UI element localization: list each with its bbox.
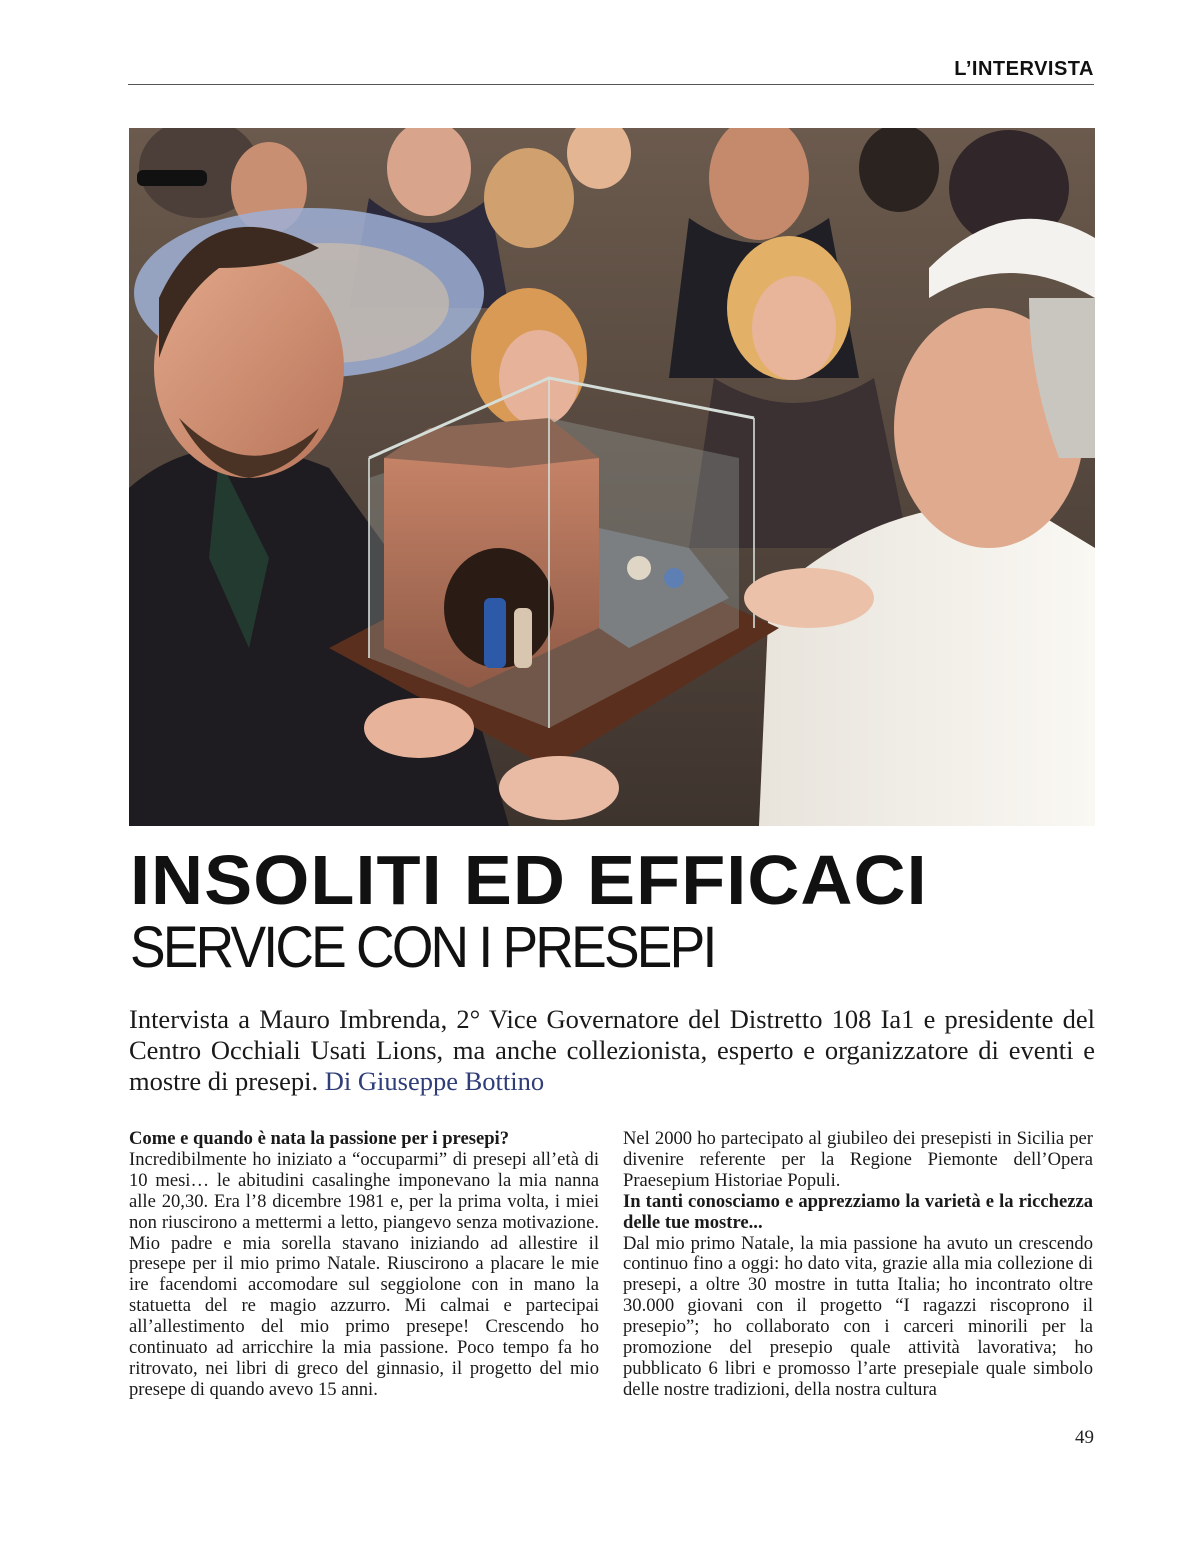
photo-illustration <box>129 128 1095 826</box>
header-divider <box>128 84 1094 85</box>
headline: INSOLITI ED EFFICACI <box>130 841 928 919</box>
text-column-right <box>623 1129 1093 1401</box>
question-1: Come e quando è nata la passione per i presepi? <box>129 1128 510 1149</box>
answer-1: Incredibilmente ho iniziato a “occuparmi” di presepi all’età di 10 mesi… le abitudini casalinghe imponevano la mia nanna alle 20,30. Era l’8 dicembre 1981 e, per la prima volta, i miei non riuscirono a mettermi a letto, piangevo senza motivazione. Mio padre e mia sorella stavano iniziando ad allestire il presepe per il mio primo Natale. Riuscirono a placare le mie ire facendomi accomodare sul seggiolone con in mano la statuetta del re magio azzurro. Mi calmai e partecipai all’allestimento del mio primo presepe! Crescendo ho continuato ad arricchire la mia passione. Poco tempo fa ho ritrovato, nei libri di greco del ginnasio, il progetto del mio presepe di quando avevo 15 anni. <box>129 1148 599 1400</box>
byline: Di Giuseppe Bottino <box>324 1066 545 1096</box>
article-intro <box>129 1004 1095 1097</box>
section-label: L’INTERVISTA <box>954 58 1094 80</box>
page-number: 49 <box>1075 1427 1094 1448</box>
hero-photo <box>129 128 1095 826</box>
intro-text: Intervista a Mauro Imbrenda, 2° Vice Governatore del Distretto 108 Ia1 e presidente del Centro Occhiali Usati Lions, ma anche collezionista, esperto e organizzatore di eventi e mostre di presepi. <box>129 1004 1095 1096</box>
text-column-left <box>129 1129 599 1401</box>
question-2: In tanti conosciamo e apprezziamo la varietà e la ricchezza delle tue mostre... <box>623 1190 1093 1233</box>
subheadline: SERVICE CON I PRESEPI <box>130 915 715 980</box>
answer-2: Dal mio primo Natale, la mia passione ha avuto un crescendo continuo fino a oggi: ho dato vita, grazie alla mia collezione di presepi, a oltre 30 mostre in tutta Italia; ho incontrato oltre 30.000 giovani con il progetto “I ragazzi riscoprono il presepio”; ho collaborato con i carceri minorili per la promozione del presepio quale attività lavorativa; ho pubblicato 6 libri e promosso l’arte presepiale quale simbolo delle nostre tradizioni, della nostra cultura <box>623 1232 1093 1400</box>
answer-1-continued: Nel 2000 ho partecipato al giubileo dei presepisti in Sicilia per divenire referente per la Regione Piemonte dell’Opera Praesepium Historiae Populi. <box>623 1128 1093 1191</box>
